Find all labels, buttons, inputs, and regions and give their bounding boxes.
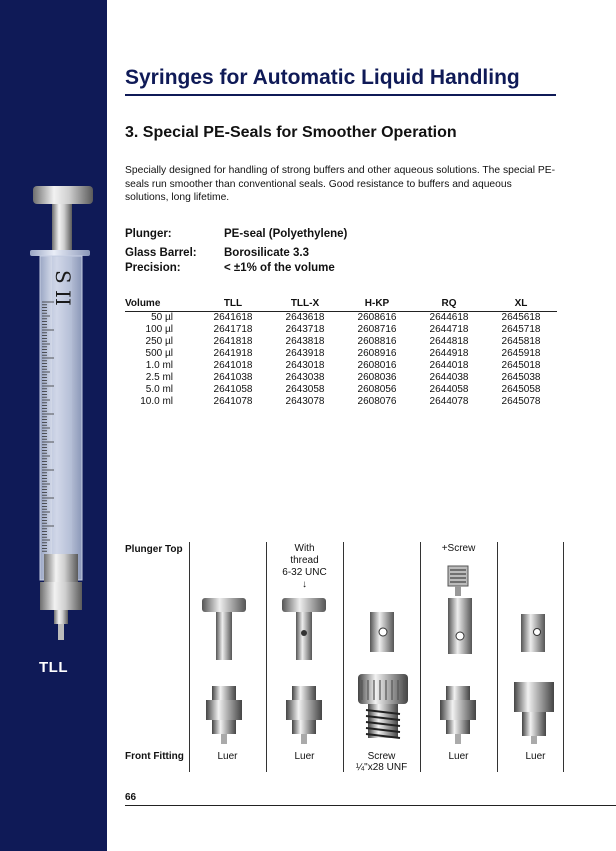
col-h-kp: H-KP	[341, 297, 413, 311]
table-row	[125, 336, 557, 348]
spec-value: < ±1% of the volume	[224, 262, 335, 274]
table-cell: 2643918	[285, 347, 325, 359]
table-cell: 2645058	[501, 384, 541, 396]
volume-cell: 5.0 ml	[145, 384, 173, 396]
volume-cell: 500 µl	[145, 347, 173, 359]
table-cell: 2644618	[429, 311, 469, 323]
table-row	[125, 311, 557, 324]
column-divider	[189, 542, 190, 772]
col-xl: XL	[485, 297, 557, 311]
sidebar-band	[0, 0, 107, 851]
spec-glass-barrel	[125, 247, 309, 259]
table-row	[125, 384, 557, 396]
spec-value: PE-seal (Polyethylene)	[224, 228, 348, 240]
column-divider	[497, 542, 498, 772]
title-underline	[125, 94, 556, 96]
col-volume: Volume	[125, 297, 197, 311]
plunger-top-label: Plunger Top	[125, 544, 183, 555]
table-cell: 2608916	[357, 347, 397, 359]
volume-cell: 1.0 ml	[145, 359, 173, 371]
plunger-top-tll	[198, 596, 250, 662]
note-line: With	[294, 543, 315, 554]
table-cell: 2645918	[501, 347, 541, 359]
table-cell: 2641818	[213, 335, 253, 347]
product-label: TLL	[39, 659, 68, 676]
table-cell: 2644018	[429, 359, 469, 371]
table-row	[125, 360, 557, 372]
volume-cell: 250 µl	[145, 335, 173, 347]
table-cell: 2645038	[501, 371, 541, 383]
table-cell: 2644818	[429, 335, 469, 347]
spec-key: Plunger:	[125, 228, 172, 240]
screw-spec: ¼"x28 UNF	[355, 762, 408, 773]
page-number: 66	[125, 792, 137, 803]
table-cell: 2643618	[285, 311, 325, 323]
table-row	[125, 324, 557, 336]
section-title: 3. Special PE-Seals for Smoother Operation	[125, 124, 457, 141]
front-fitting-screw	[354, 672, 412, 746]
table-cell: 2644058	[429, 384, 469, 396]
note-line: thread	[290, 555, 319, 566]
table-cell: 2641718	[213, 323, 253, 335]
svg-text:S II: S II	[51, 270, 75, 306]
table-cell: 2641038	[213, 371, 253, 383]
table-cell: 2643718	[285, 323, 325, 335]
table-cell: 2644918	[429, 347, 469, 359]
plunger-top-xl	[515, 612, 551, 654]
table-cell: 2643818	[285, 335, 325, 347]
table-cell: 2643038	[285, 371, 325, 383]
front-fitting-luer	[282, 684, 326, 746]
table-cell: 2641078	[213, 396, 253, 408]
table-cell: 2644038	[429, 371, 469, 383]
table-header-row	[125, 297, 557, 311]
table-cell: 2643018	[285, 359, 325, 371]
tll-x-thread-note	[266, 543, 343, 591]
description-text: Specially designed for handling of strong buffers and other aqueous solutions. The special PE-seals run smoother than conventional seals. Good resistance to buffers and aqueous solutions, long lifetime.	[125, 165, 556, 203]
fitting-label-screw	[343, 751, 420, 773]
spec-value: Borosilicate 3.3	[224, 247, 310, 259]
table-cell: 2643058	[285, 384, 325, 396]
rq-screw-note: +Screw	[441, 543, 476, 554]
table-cell: 2641018	[213, 359, 253, 371]
table-cell: 2641918	[213, 347, 253, 359]
plunger-top-rq	[440, 564, 480, 656]
table-cell: 2645818	[501, 335, 541, 347]
spec-precision	[125, 262, 335, 274]
front-fitting-luer	[202, 684, 246, 746]
order-number-table	[125, 297, 557, 408]
column-divider	[563, 542, 564, 772]
table-cell: 2608076	[357, 396, 397, 408]
footer-rule	[125, 805, 616, 806]
table-cell: 2608036	[357, 371, 397, 383]
col-tll-x: TLL-X	[269, 297, 341, 311]
spec-plunger	[125, 228, 347, 240]
volume-cell: 100 µl	[145, 323, 173, 335]
volume-cell: 2.5 ml	[145, 371, 173, 383]
table-cell: 2608016	[357, 359, 397, 371]
table-cell: 2645078	[501, 396, 541, 408]
volume-cell: 10.0 ml	[140, 396, 173, 408]
table-cell: 2608056	[357, 384, 397, 396]
table-row	[125, 348, 557, 360]
plunger-top-h-kp	[362, 610, 402, 654]
table-row	[125, 372, 557, 384]
spec-key: Glass Barrel:	[125, 247, 197, 259]
table-cell: 2644718	[429, 323, 469, 335]
front-fitting-luer	[510, 680, 558, 746]
table-cell: 2608716	[357, 323, 397, 335]
column-divider	[343, 542, 344, 772]
col-tll: TLL	[197, 297, 269, 311]
page-title: Syringes for Automatic Liquid Handling	[125, 66, 520, 89]
table-row	[125, 396, 557, 408]
volume-cell: 50 µl	[151, 311, 173, 323]
fitting-label: Luer	[217, 751, 238, 762]
fitting-label: Luer	[525, 751, 546, 762]
table-cell: 2645718	[501, 323, 541, 335]
fitting-label: Screw	[367, 751, 396, 762]
fitting-label: Luer	[448, 751, 469, 762]
table-cell: 2641618	[213, 311, 253, 323]
fitting-label: Luer	[294, 751, 315, 762]
down-arrow-icon: ↓	[302, 579, 307, 590]
plunger-top-tll-x	[278, 596, 330, 662]
table-cell: 2645618	[501, 311, 541, 323]
table-cell: 2608816	[357, 335, 397, 347]
table-cell: 2645018	[501, 359, 541, 371]
spec-key: Precision:	[125, 262, 181, 274]
table-cell: 2608616	[357, 311, 397, 323]
table-cell: 2641058	[213, 384, 253, 396]
syringe-illustration	[30, 182, 96, 642]
table-cell: 2644078	[429, 396, 469, 408]
column-divider	[420, 542, 421, 772]
col-rq: RQ	[413, 297, 485, 311]
front-fitting-label: Front Fitting	[125, 751, 184, 762]
table-cell: 2643078	[285, 396, 325, 408]
note-line: 6-32 UNC	[282, 567, 327, 578]
front-fitting-luer	[436, 684, 480, 746]
